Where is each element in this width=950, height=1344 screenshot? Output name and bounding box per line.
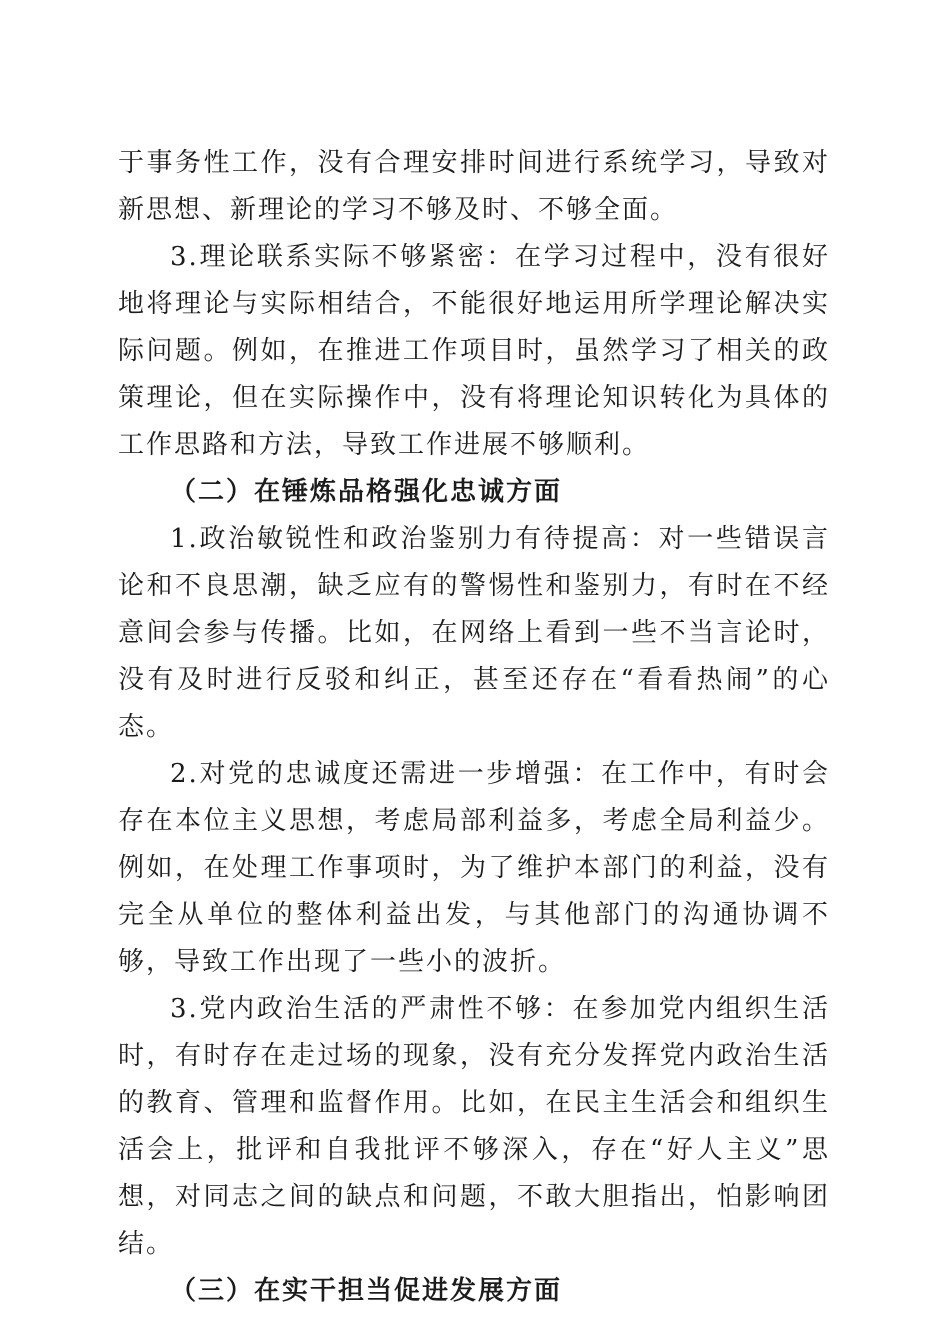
document-body	[118, 140, 830, 1315]
paragraph-continuation: 于事务性工作，没有合理安排时间进行系统学习，导致对新思想、新理论的学习不够及时、不够全面。	[118, 148, 830, 225]
paragraph-item-2-loyalty: 2.对党的忠诚度还需进一步增强：在工作中，有时会存在本位主义思想，考虑局部利益多，考虑全局利益少。例如，在处理工作事项时，为了维护本部门的利益，没有完全从单位的整体利益出发，与其他部门的沟通协调不够，导致工作出现了一些小的波折。	[118, 759, 830, 977]
section-heading-3: （三）在实干担当促进发展方面	[170, 1276, 563, 1306]
section-heading-2: （二）在锤炼品格强化忠诚方面	[170, 477, 563, 507]
paragraph-item-3-party-life: 3.党内政治生活的严肃性不够：在参加党内组织生活时，有时存在走过场的现象，没有充分发挥党内政治生活的教育、管理和监督作用。比如，在民主生活会和组织生活会上，批评和自我批评不够深入，存在“好人主义”思想，对同志之间的缺点和问题，不敢大胆指出，怕影响团结。	[118, 994, 830, 1259]
paragraph-item-3-theory-practice: 3.理论联系实际不够紧密：在学习过程中，没有很好地将理论与实际相结合，不能很好地运用所学理论解决实际问题。例如，在推进工作项目时，虽然学习了相关的政策理论，但在实际操作中，没有将理论知识转化为具体的工作思路和方法，导致工作进展不够顺利。	[118, 242, 830, 460]
paragraph-item-1-political-sensitivity: 1.政治敏锐性和政治鉴别力有待提高：对一些错误言论和不良思潮，缺乏应有的警惕性和鉴别力，有时在不经意间会参与传播。比如，在网络上看到一些不当言论时，没有及时进行反驳和纠正，甚至还存在“看看热闹”的心态。	[118, 524, 830, 742]
